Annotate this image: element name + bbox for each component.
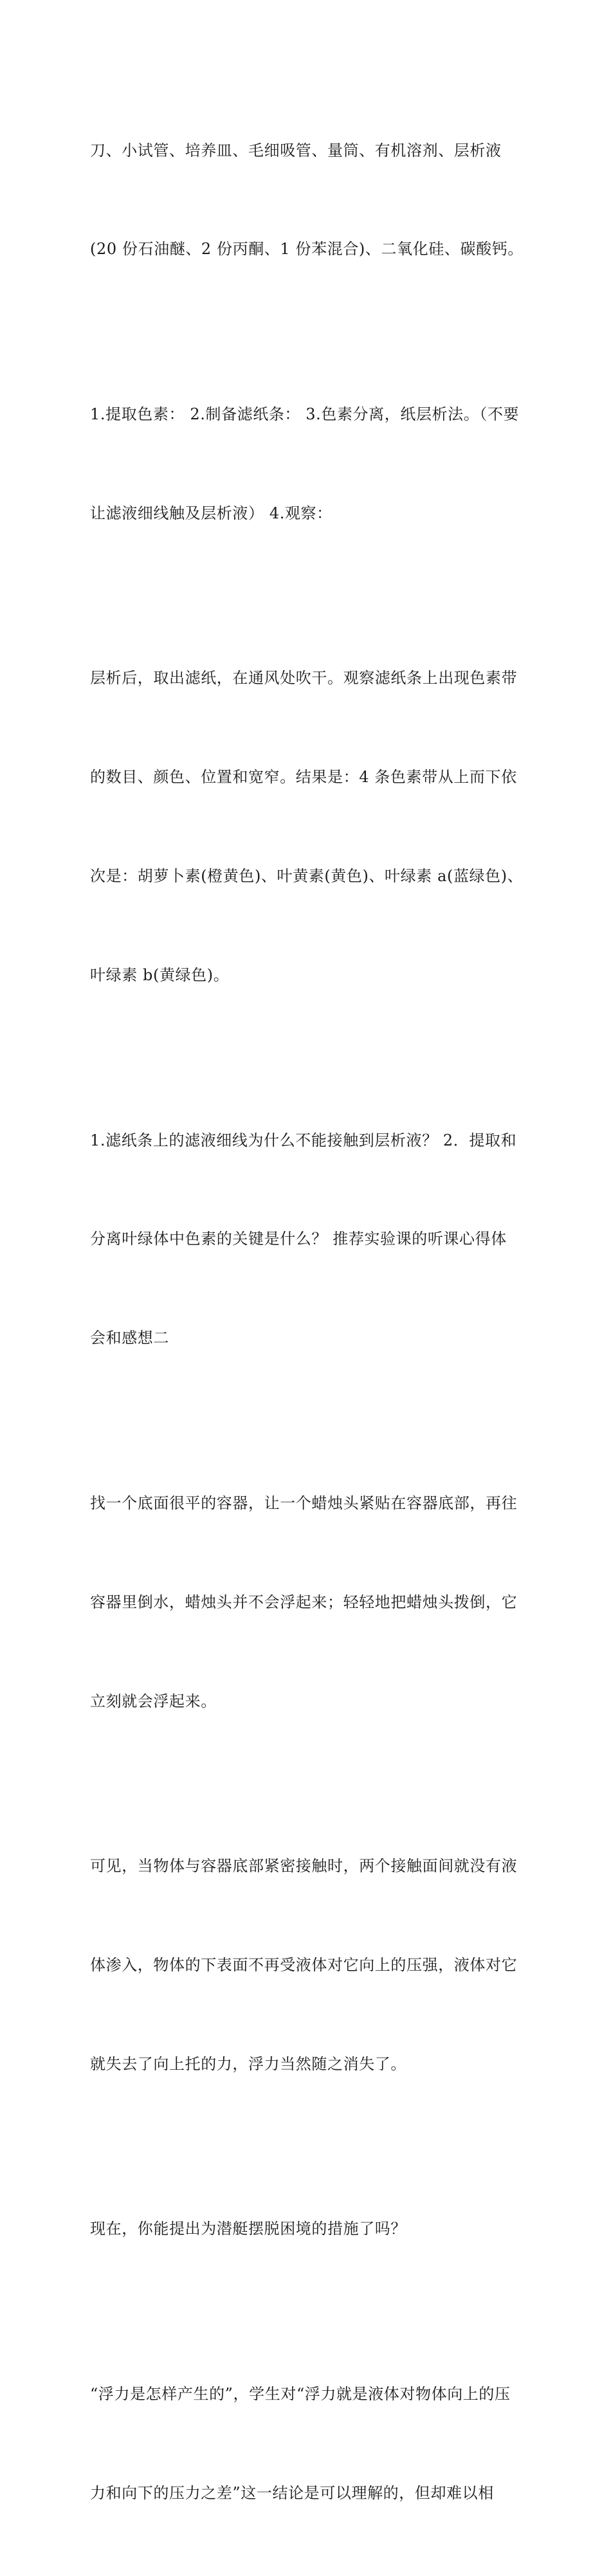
text-line: 次是：胡萝卜素(橙黄色)、叶黄素(黄色)、叶绿素 a(蓝绿色)、 [90, 867, 524, 886]
text-line: 现在，你能提出为潜艇摆脱困境的措施了吗？ [90, 2220, 406, 2238]
text-line: 找一个底面很平的容器，让一个蜡烛头紧贴在容器底部，再往 [90, 1494, 518, 1512]
text-line: 容器里倒水，蜡烛头并不会浮起来；轻轻地把蜡烛头拨倒，它 [90, 1593, 518, 1611]
paragraph-questions [90, 1058, 527, 1421]
document-page [90, 68, 527, 2576]
text-line: (20 份石油醚、2 份丙酮、1 份苯混合)、二氧化硅、碳酸钙。 [90, 240, 524, 259]
paragraph-steps [90, 332, 527, 596]
text-line: 的数目、颜色、位置和宽窄。结果是：4 条色素带从上而下依 [90, 768, 517, 787]
paragraph-submarine-question [90, 2147, 527, 2312]
text-line: 会和感想二 [90, 1329, 169, 1347]
paragraph-candle-experiment [90, 1421, 527, 1784]
text-line: “浮力是怎样产生的”，学生对“浮力就是液体对物体向上的压 [90, 2384, 511, 2403]
text-line: 1.提取色素： 2.制备滤纸条： 3.色素分离，纸层析法。（不要 [90, 405, 520, 423]
text-line: 可见，当物体与容器底部紧密接触时，两个接触面间就没有液 [90, 1857, 518, 1876]
paragraph-explanation [90, 1784, 527, 2146]
paragraph-buoyancy [90, 2312, 527, 2575]
text-line: 力和向下的压力之差”这一结论是可以理解的，但却难以相 [90, 2483, 494, 2502]
text-line: 刀、小试管、培养皿、毛细吸管、量筒、有机溶剂、层析液 [90, 141, 502, 160]
text-line: 叶绿素 b(黄绿色)。 [90, 966, 230, 985]
text-line: 立刻就会浮起来。 [90, 1692, 217, 1710]
text-line: 就失去了向上托的力，浮力当然随之消失了。 [90, 2054, 406, 2073]
text-line: 体渗入，物体的下表面不再受液体对它向上的压强，液体对它 [90, 1955, 518, 1974]
text-line: 让滤液细线触及层析液） 4.观察： [90, 504, 333, 522]
text-line: 分离叶绿体中色素的关键是什么？ 推荐实验课的听课心得体 [90, 1230, 507, 1248]
paragraph-materials [90, 68, 527, 332]
paragraph-results [90, 596, 527, 1058]
text-line: 1.滤纸条上的滤液细线为什么不能接触到层析液？ 2．提取和 [90, 1131, 517, 1149]
text-line: 层析后，取出滤纸，在通风处吹干。观察滤纸条上出现色素带 [90, 669, 518, 688]
